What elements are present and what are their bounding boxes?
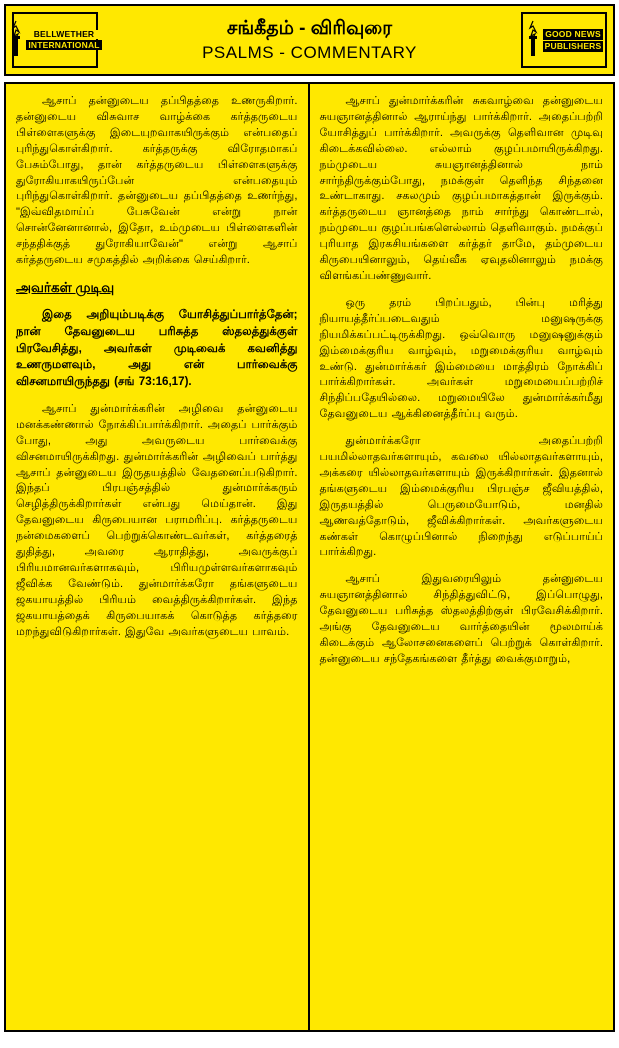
title-english: PSALMS - COMMENTARY: [202, 43, 417, 63]
paragraph: துன்மார்க்கரோ அதைப்பற்றி பயமில்லாதவர்களாயும், கவலை யில்லாதவர்களாயும், அக்கரை யில்லாதவர்களாயும் இருக்கிறார்கள். இதனால் தங்களுடைய இம்மைக்குரிய பிரபஞ்ச ஜீவியத்தில், இருதயத்தில் பெருமையோடும், மனதில் ஆணவத்தோடும், ஜீவிக்கிறார்கள். அவர்களுடைய கண்கள் கொழுப்பினால் நிறைந்து எடுப்பாய்ப் பார்க்கிறது.: [319, 435, 603, 559]
paragraph: ஆசாப் இதுவரையிலும் தன்னுடைய சுயஞானத்தினால் சிந்தித்துவிட்டு, இப்பொழுது, தேவனுடைய பரிசுத்த ஸ்தலத்திற்குள் பிரவேசிக்கிறார். அங்கு தேவனுடைய வார்த்தையின் மூலமாய்க் கிடைக்கும் ஆலோசனைகளைப் பெற்றுக் கொள்கிறார். தன்னுடைய சந்தேகங்களை தீர்த்து வைக்குமாறும்,: [319, 573, 603, 665]
document-page: [0, 4, 619, 1048]
torch-icon: [525, 20, 541, 60]
good-news-logo-line2: PUBLISHERS: [544, 41, 602, 51]
left-column: [6, 84, 310, 1030]
paragraph: ஆசாப் துன்மார்க்கரின் சுகவாழ்வை தன்னுடைய சுயஞானத்தினால் ஆராய்ந்து பார்க்கிறார். அதைப்பற்றி யோசித்துப் பார்க்கிறார். அவருக்கு தெளிவான முடிவு கிடைக்கவில்லை. எல்லாம் குழப்பமாயிருக்கிறது. நம்முடைய சுயஞானத்தினால் நாம் சார்ந்திருக்கும்போது, நமக்குள் தெளிந்த சிந்தனை உண்டாகாது. சகலமும் குழப்பமாகத்தான் இருக்கும். கர்த்தருடைய ஞானத்தை நாம் சார்ந்து கொண்டால், நம்முடைய குழப்பங்களெல்லாம் தெளிவாகும். நமக்குப் புரியாத இரகசியங்களை கர்த்தர் தாமே, தம்முடைய கிருபையினாலும், தெய்வீக ஏவுதலினாலும் நமக்கு விளங்கப்பண்ணுவார்.: [319, 95, 603, 282]
bellwether-logo-line1: BELLWETHER: [26, 30, 101, 39]
page-header: [4, 4, 615, 76]
bellwether-logo: [12, 12, 98, 68]
torch-icon: [8, 20, 24, 60]
paragraph: ஆசாப் தன்னுடைய தப்பிதத்தை உணருகிறார். தன்னுடைய விசுவாச வாழ்க்கை கர்த்தருடைய பிள்ளைகளுக்கு இடையுறவாகயிருக்கும் என்பதைப் புரிந்துகொள்கிறார். கர்த்தருக்கு விரோதமாகப் பேசும்போது, தான் கர்த்தருடைய பிள்ளைகளுக்கு துரோகியாகயிருப்பேன் என்பதையும் புரிந்துகொள்கிறார். தன்னுடைய தப்பிதத்தை உணர்ந்து, "இவ்விதமாய்ப் பேசுவேன் என்று நான் சொன்னேனானால், இதோ, உம்முடைய பிள்ளைகளின் சந்ததிக்குத் துரோகியாவேன்" என்று ஆசாப் கர்த்தருடைய சமுகத்தில் அறிக்கை செய்கிறார்.: [16, 95, 298, 267]
good-news-logo-line1: GOOD NEWS: [543, 29, 604, 40]
section-heading: அவர்கள் முடிவு: [16, 279, 115, 295]
good-news-publishers-logo: [521, 12, 607, 68]
paragraph: ஒரு தரம் பிறப்பதும், பின்பு மரித்து நியாயத்தீர்ப்படைவதும் மனுஷருக்கு நியமிக்கப்பட்டிருக்கிறது. ஒவ்வொரு மனுஷனுக்கும் இம்மைக்குரிய வாழ்வும், மறுமைக்குரிய வாழ்வும் உண்டு. துன்மார்க்கர் இம்மையை மாத்திரம் நோக்கிப் பார்க்கிறார்கள். அவர்கள் மறுமையைப்பற்றிச் சிந்திப்பதேயில்லை. மறுமையிலே துன்மார்க்கர்மீது தேவனுடைய ஆக்கினைத்தீர்ப்பு வரும்.: [319, 296, 603, 421]
commentary-body: [4, 82, 615, 1032]
right-column: [310, 84, 614, 1030]
paragraph: ஆசாப் துன்மார்க்கரின் அழிவை தன்னுடைய மனக்கண்ணால் நோக்கிப்பார்க்கிறார். அதைப் பார்க்கும் போது, அது அவருடைய பார்வைக்கு விசனமாயிருக்கிறது. துன்மார்க்கரின் அழிவைப் பார்த்து ஆசாப் தன்னுடைய இருதயத்தில் வேதனைப்படுகிறார். இந்தப் பிரபஞ்சத்தில் துன்மார்க்கரும் செழித்திருக்கிறார்கள் என்பது மெய்தான். இது தேவனுடைய கிருபையான பராமரிப்பு. கர்த்தருடைய நன்மைகளைப் பெற்றுக்கொண்டவர்கள், கர்த்தரைத் துதித்து, அவரை ஆராதித்து, அவருக்குப் பிரியமானவர்களாகவும், பிரியமுள்ளவர்களாகவும் ஜீவிக்க வேண்டும். துன்மார்க்கரோ தங்களுடைய ஜகயாயத்தில் பிரியம் வைத்திருக்கிறார்கள். இந்த ஜகயாயத்தைக் கிருபையாகக் கொடுத்த கர்த்தரை மறந்துவிடுகிறார்கள். இதுவே அவர்களுடைய பாவம்.: [16, 402, 298, 638]
page-title: [98, 17, 521, 64]
scripture-quote: இதை அறியும்படிக்கு யோசித்துப்பார்த்தேன்; நான் தேவனுடைய பரிசுத்த ஸ்தலத்துக்குள் பிரவேசித்து, அவர்கள் முடிவைக் கவனித்து உணருமளவும், அது என் பார்வைக்கு விசனமாயிருந்தது (சங் 73:16,17).: [16, 307, 298, 389]
bellwether-logo-line2: INTERNATIONAL: [28, 39, 100, 50]
title-tamil: சங்கீதம் - விரிவுரை: [226, 17, 393, 39]
